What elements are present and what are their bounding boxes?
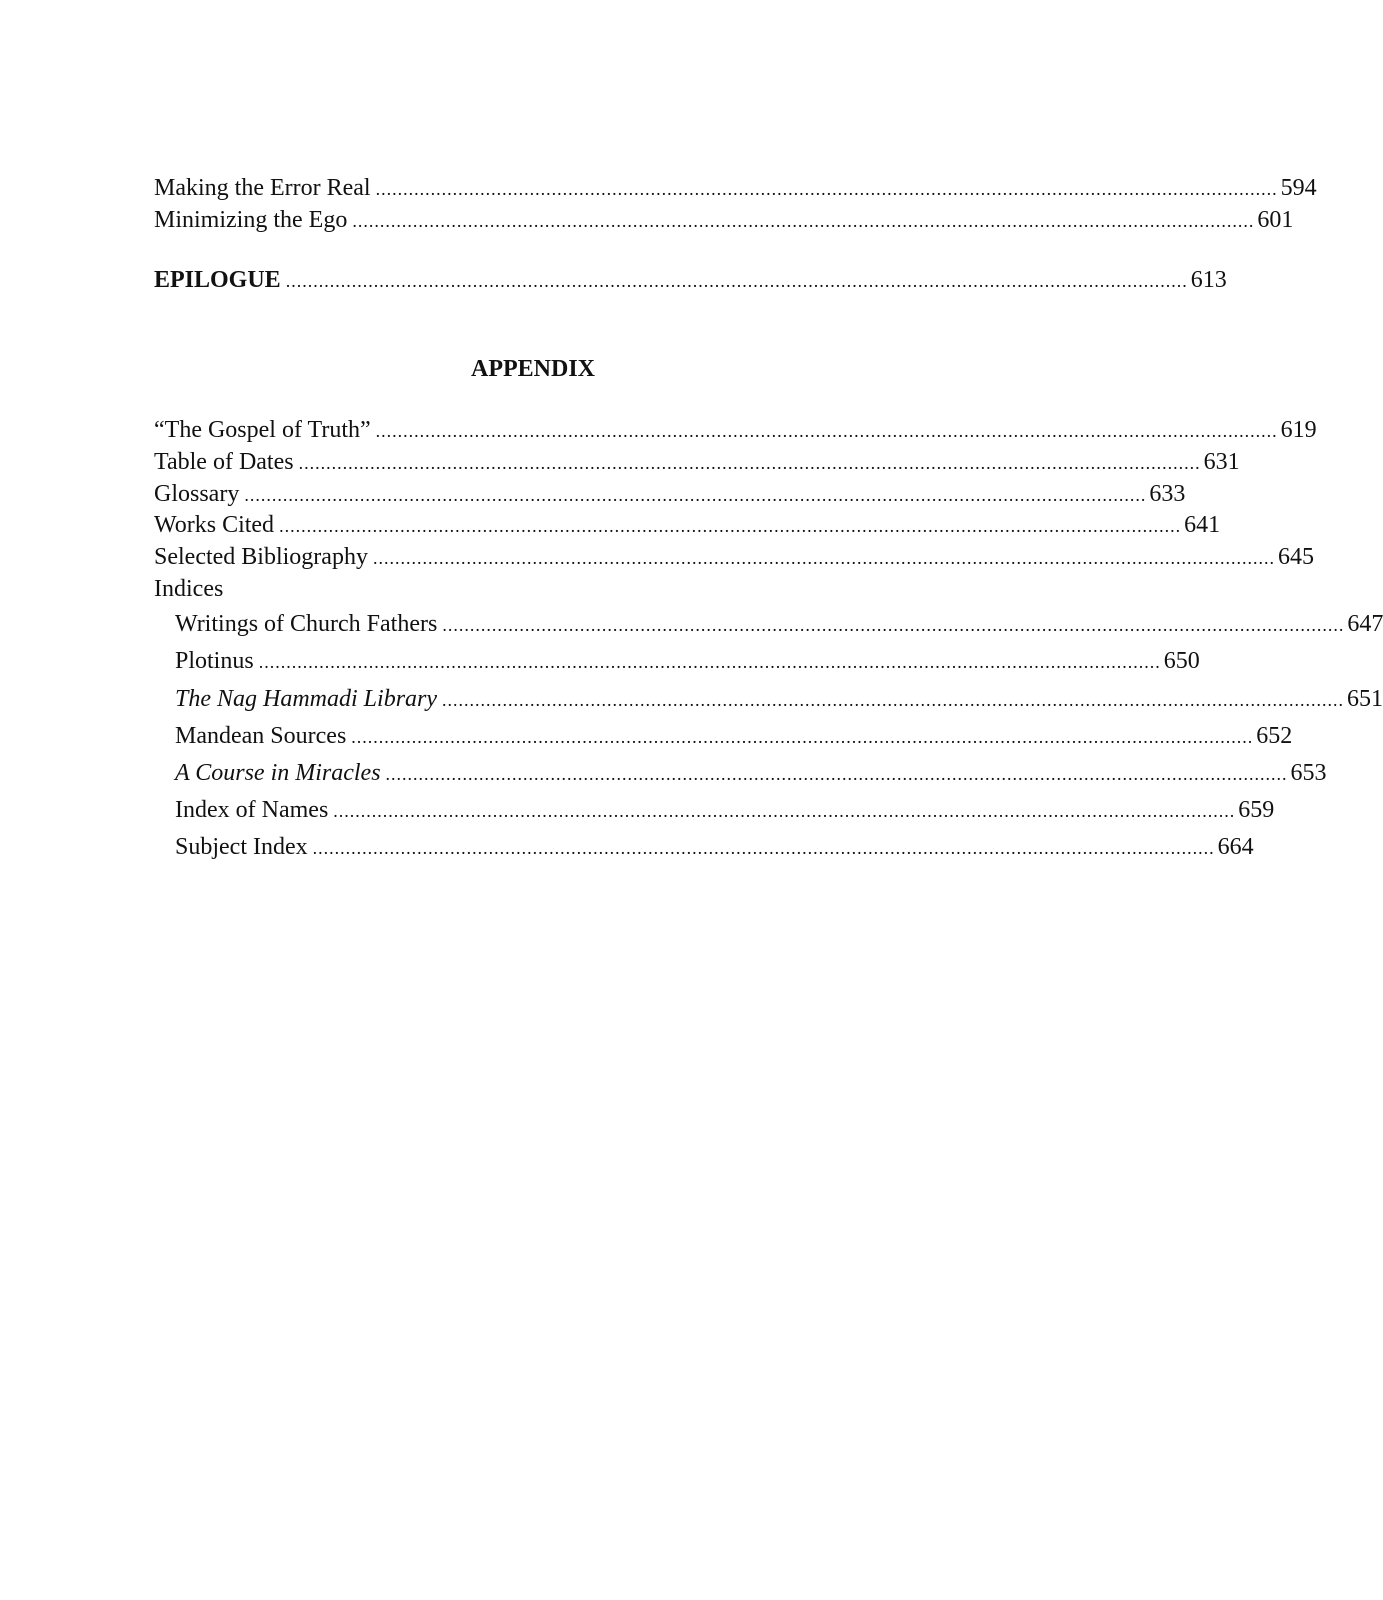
toc-entry[interactable] — [154, 446, 1240, 478]
entry-title: The Nag Hammadi Library — [175, 686, 438, 712]
entry-title: Making the Error Real — [154, 175, 371, 201]
entry-page-number: 613 — [1190, 267, 1227, 293]
toc-subentry[interactable] — [175, 831, 1254, 863]
dot-leader: .................................................................................................................................................................... — [375, 421, 1278, 441]
entry-page-number: 651 — [1347, 686, 1383, 712]
entry-page-number: 645 — [1277, 544, 1314, 570]
entry-title: Works Cited — [154, 512, 275, 538]
dot-leader: .................................................................................................................................................................... — [298, 453, 1201, 473]
toc-entry[interactable] — [154, 541, 1314, 573]
entry-page-number: 653 — [1290, 760, 1327, 786]
entry-page-number: 652 — [1256, 723, 1293, 749]
toc-entry[interactable] — [154, 478, 1186, 510]
toc-subentry[interactable] — [175, 683, 1383, 715]
entry-page-number: 631 — [1203, 449, 1240, 475]
toc-subentry[interactable] — [175, 794, 1275, 826]
entry-title: Plotinus — [175, 648, 254, 674]
entry-page-number: 601 — [1257, 207, 1294, 233]
toc-entry[interactable] — [154, 172, 1317, 204]
dot-leader: .................................................................................................................................................................... — [279, 516, 1182, 536]
entry-page-number: 647 — [1347, 611, 1383, 637]
entry-title: Table of Dates — [154, 449, 294, 475]
entry-title: EPILOGUE — [154, 267, 281, 293]
dot-leader: .................................................................................................................................................................... — [333, 801, 1236, 821]
dot-leader: .................................................................................................................................................................... — [351, 727, 1254, 747]
toc-entry[interactable] — [154, 509, 1221, 541]
toc-subentry[interactable] — [175, 757, 1327, 789]
entry-page-number: 664 — [1217, 834, 1254, 860]
toc-subentry[interactable] — [175, 608, 1383, 640]
entry-page-number: 650 — [1163, 648, 1200, 674]
entry-title: Subject Index — [175, 834, 308, 860]
entry-title: Mandean Sources — [175, 723, 347, 749]
entry-page-number: 594 — [1280, 175, 1317, 201]
toc-subentry[interactable] — [175, 720, 1293, 752]
entry-page-number: 659 — [1238, 797, 1275, 823]
entry-title: A Course in Miracles — [175, 760, 381, 786]
entry-title: “The Gospel of Truth” — [154, 417, 371, 443]
dot-leader: .................................................................................................................................................................... — [352, 211, 1255, 231]
toc-entry[interactable] — [154, 204, 1294, 236]
dot-leader: .................................................................................................................................................................... — [372, 548, 1275, 568]
toc-subentry[interactable] — [175, 645, 1200, 677]
dot-leader: .................................................................................................................................................................... — [285, 271, 1188, 291]
dot-leader: .................................................................................................................................................................... — [312, 838, 1215, 858]
entry-title: Index of Names — [175, 797, 329, 823]
toc-entry[interactable] — [154, 414, 1317, 446]
dot-leader: .................................................................................................................................................................... — [442, 615, 1345, 635]
toc-entry-epilogue[interactable] — [154, 264, 1227, 296]
entry-page-number: 641 — [1184, 512, 1221, 538]
dot-leader: .................................................................................................................................................................... — [375, 179, 1278, 199]
entry-page-number: 633 — [1149, 481, 1186, 507]
dot-leader: .................................................................................................................................................................... — [442, 690, 1345, 710]
dot-leader: .................................................................................................................................................................... — [244, 485, 1147, 505]
indices-label-row — [154, 573, 912, 605]
entry-title: Glossary — [154, 481, 240, 507]
entry-title: Writings of Church Fathers — [175, 611, 438, 637]
entry-title: Minimizing the Ego — [154, 207, 348, 233]
dot-leader: .................................................................................................................................................................... — [258, 652, 1161, 672]
indices-label: Indices — [154, 576, 224, 602]
appendix-heading: APPENDIX — [471, 356, 595, 382]
entry-page-number: 619 — [1280, 417, 1317, 443]
dot-leader: .................................................................................................................................................................... — [385, 764, 1288, 784]
entry-title: Selected Bibliography — [154, 544, 368, 570]
